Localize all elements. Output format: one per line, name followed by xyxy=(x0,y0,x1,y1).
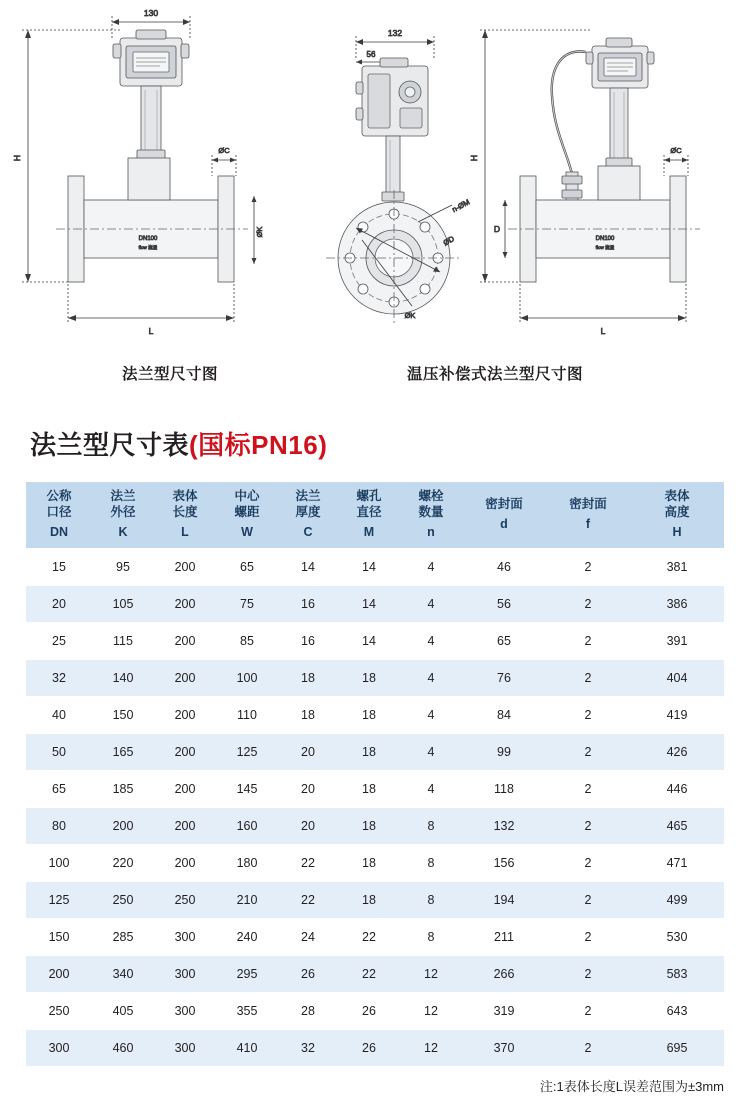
cell-f: 2 xyxy=(546,586,630,623)
col-header-d xyxy=(462,482,546,549)
cell-m: 18 xyxy=(338,660,400,697)
col-header-k-unit: K xyxy=(118,524,128,539)
cell-c: 28 xyxy=(278,993,338,1030)
cell-k: 340 xyxy=(92,956,154,993)
cell-d: 99 xyxy=(462,734,546,771)
col-header-dn-l1: 公称 xyxy=(46,488,72,503)
col-header-f xyxy=(546,482,630,549)
cell-n: 4 xyxy=(400,660,462,697)
cell-m: 18 xyxy=(338,734,400,771)
cell-l: 300 xyxy=(154,919,216,956)
cell-f: 2 xyxy=(546,882,630,919)
cell-d: 266 xyxy=(462,956,546,993)
col-header-w-l1: 中心 xyxy=(234,488,260,503)
cell-n: 4 xyxy=(400,771,462,808)
col-header-n-l2: 数量 xyxy=(418,505,444,520)
cell-n: 8 xyxy=(400,845,462,882)
cell-l: 200 xyxy=(154,845,216,882)
cell-d: 194 xyxy=(462,882,546,919)
col-header-m xyxy=(338,482,400,549)
col-header-c-l2: 厚度 xyxy=(295,505,321,520)
cell-d: 319 xyxy=(462,993,546,1030)
cell-k: 115 xyxy=(92,623,154,660)
cell-dn: 200 xyxy=(26,956,92,993)
cell-dn: 125 xyxy=(26,882,92,919)
cell-h: 404 xyxy=(630,660,724,697)
cell-w: 355 xyxy=(216,993,278,1030)
left-body-label: DN100 xyxy=(138,236,158,242)
cell-k: 460 xyxy=(92,1030,154,1067)
col-header-m-l1: 螺孔 xyxy=(356,488,382,503)
col-header-h xyxy=(630,482,724,549)
col-header-w xyxy=(216,482,278,549)
section-title-main: 法兰型尺寸表 xyxy=(30,430,190,460)
cell-h: 530 xyxy=(630,919,724,956)
cell-w: 145 xyxy=(216,771,278,808)
cell-dn: 250 xyxy=(26,993,92,1030)
col-header-d-unit: d xyxy=(500,516,508,531)
flange-dimension-table xyxy=(26,482,724,1066)
left-body-sub: flow 流量 xyxy=(138,245,158,250)
cell-f: 2 xyxy=(546,1030,630,1067)
cell-h: 386 xyxy=(630,586,724,623)
cell-l: 200 xyxy=(154,697,216,734)
col-header-h-l1: 表体 xyxy=(664,488,690,503)
cell-m: 18 xyxy=(338,771,400,808)
cell-l: 300 xyxy=(154,1030,216,1067)
cell-n: 4 xyxy=(400,734,462,771)
cell-n: 12 xyxy=(400,1030,462,1067)
cell-dn: 50 xyxy=(26,734,92,771)
cell-c: 20 xyxy=(278,808,338,845)
cell-f: 2 xyxy=(546,993,630,1030)
cell-dn: 20 xyxy=(26,586,92,623)
col-header-dn-unit: DN xyxy=(49,524,69,539)
table-row xyxy=(26,882,724,919)
cell-m: 18 xyxy=(338,808,400,845)
table-row xyxy=(26,660,724,697)
section-title xyxy=(30,425,327,462)
cell-w: 85 xyxy=(216,623,278,660)
right-dim-L: L xyxy=(600,326,606,336)
cell-f: 2 xyxy=(546,549,630,586)
cell-h: 381 xyxy=(630,549,724,586)
cell-k: 200 xyxy=(92,808,154,845)
cell-d: 156 xyxy=(462,845,546,882)
cell-dn: 25 xyxy=(26,623,92,660)
cell-f: 2 xyxy=(546,919,630,956)
cell-h: 426 xyxy=(630,734,724,771)
cell-n: 12 xyxy=(400,993,462,1030)
cell-l: 250 xyxy=(154,882,216,919)
cell-w: 75 xyxy=(216,586,278,623)
table-row xyxy=(26,549,724,586)
cell-k: 285 xyxy=(92,919,154,956)
col-header-f-unit: f xyxy=(585,516,591,531)
cell-h: 583 xyxy=(630,956,724,993)
cell-m: 18 xyxy=(338,882,400,919)
cell-d: 65 xyxy=(462,623,546,660)
cell-m: 22 xyxy=(338,956,400,993)
cell-f: 2 xyxy=(546,771,630,808)
cell-d: 211 xyxy=(462,919,546,956)
table-row xyxy=(26,919,724,956)
right-body-sub: flow 流量 xyxy=(595,245,615,250)
cell-l: 200 xyxy=(154,623,216,660)
cell-d: 132 xyxy=(462,808,546,845)
mid-dim-132: 132 xyxy=(387,28,403,38)
cell-dn: 80 xyxy=(26,808,92,845)
mid-dim-D: ØD xyxy=(441,234,456,248)
cell-w: 100 xyxy=(216,660,278,697)
right-body-label: DN100 xyxy=(595,236,615,242)
cell-dn: 150 xyxy=(26,919,92,956)
cell-d: 76 xyxy=(462,660,546,697)
cell-d: 84 xyxy=(462,697,546,734)
col-header-n xyxy=(400,482,462,549)
cell-k: 220 xyxy=(92,845,154,882)
cell-m: 14 xyxy=(338,549,400,586)
cell-m: 18 xyxy=(338,845,400,882)
cell-n: 8 xyxy=(400,808,462,845)
cell-n: 8 xyxy=(400,919,462,956)
cell-l: 200 xyxy=(154,808,216,845)
cell-h: 465 xyxy=(630,808,724,845)
cell-d: 370 xyxy=(462,1030,546,1067)
left-dim-K: ØK xyxy=(255,226,264,238)
cell-w: 210 xyxy=(216,882,278,919)
cell-d: 56 xyxy=(462,586,546,623)
caption-flange-dimension-drawing: 法兰型尺寸图 xyxy=(121,366,218,383)
cell-c: 24 xyxy=(278,919,338,956)
cell-k: 95 xyxy=(92,549,154,586)
cell-n: 4 xyxy=(400,697,462,734)
table-row xyxy=(26,993,724,1030)
mid-dim-nM: n-ØM xyxy=(450,197,472,215)
cell-c: 16 xyxy=(278,623,338,660)
cell-c: 20 xyxy=(278,771,338,808)
cell-f: 2 xyxy=(546,623,630,660)
table-row xyxy=(26,623,724,660)
col-header-dn xyxy=(26,482,92,549)
cell-n: 12 xyxy=(400,956,462,993)
cell-k: 250 xyxy=(92,882,154,919)
cell-c: 18 xyxy=(278,660,338,697)
cell-f: 2 xyxy=(546,697,630,734)
cell-c: 32 xyxy=(278,1030,338,1067)
cell-l: 300 xyxy=(154,993,216,1030)
cell-l: 200 xyxy=(154,549,216,586)
cell-h: 391 xyxy=(630,623,724,660)
cell-n: 4 xyxy=(400,623,462,660)
cell-w: 125 xyxy=(216,734,278,771)
left-dim-C: ØC xyxy=(218,146,230,155)
col-header-m-unit: M xyxy=(363,524,375,539)
cell-n: 4 xyxy=(400,586,462,623)
mid-dim-K: ØK xyxy=(404,311,416,320)
table-row xyxy=(26,697,724,734)
cell-k: 185 xyxy=(92,771,154,808)
col-header-f-l2: 密封面 xyxy=(569,497,607,511)
cell-f: 2 xyxy=(546,660,630,697)
table-row xyxy=(26,586,724,623)
dimension-drawings xyxy=(0,0,750,400)
cell-k: 150 xyxy=(92,697,154,734)
cell-c: 14 xyxy=(278,549,338,586)
cell-f: 2 xyxy=(546,845,630,882)
col-header-dn-l2: 口径 xyxy=(46,505,72,520)
cell-dn: 32 xyxy=(26,660,92,697)
caption-temp-pressure-compensated-drawing: 温压补偿式法兰型尺寸图 xyxy=(406,366,583,383)
cell-dn: 300 xyxy=(26,1030,92,1067)
col-header-k xyxy=(92,482,154,549)
cell-d: 46 xyxy=(462,549,546,586)
col-header-h-l2: 高度 xyxy=(664,505,690,520)
cell-k: 140 xyxy=(92,660,154,697)
cell-h: 643 xyxy=(630,993,724,1030)
right-dim-D: D xyxy=(493,224,501,234)
cell-h: 695 xyxy=(630,1030,724,1067)
cell-dn: 100 xyxy=(26,845,92,882)
right-dim-C: ØC xyxy=(670,146,682,155)
left-dim-H: H xyxy=(12,154,22,162)
cell-l: 300 xyxy=(154,956,216,993)
col-header-l-l2: 长度 xyxy=(172,505,198,520)
cell-c: 18 xyxy=(278,697,338,734)
cell-l: 200 xyxy=(154,734,216,771)
cell-w: 410 xyxy=(216,1030,278,1067)
table-row xyxy=(26,845,724,882)
cell-h: 499 xyxy=(630,882,724,919)
cell-h: 446 xyxy=(630,771,724,808)
mid-dim-56: 56 xyxy=(366,50,376,59)
cell-c: 20 xyxy=(278,734,338,771)
cell-w: 295 xyxy=(216,956,278,993)
cell-c: 26 xyxy=(278,956,338,993)
left-dim-L: L xyxy=(148,326,154,336)
cell-m: 22 xyxy=(338,919,400,956)
cell-k: 105 xyxy=(92,586,154,623)
table-footnote: 注:1表体长度L误差范围为±3mm xyxy=(539,1079,724,1094)
cell-c: 22 xyxy=(278,882,338,919)
col-header-n-l1: 螺栓 xyxy=(418,488,444,503)
cell-f: 2 xyxy=(546,808,630,845)
col-header-l-unit: L xyxy=(181,524,189,539)
col-header-w-l2: 螺距 xyxy=(234,505,260,520)
cell-dn: 40 xyxy=(26,697,92,734)
col-header-l-l1: 表体 xyxy=(172,488,198,503)
cell-m: 18 xyxy=(338,697,400,734)
cell-l: 200 xyxy=(154,586,216,623)
col-header-c-unit: C xyxy=(303,524,313,539)
col-header-d-l2: 密封面 xyxy=(485,497,523,511)
table-header-row xyxy=(26,482,724,549)
cell-f: 2 xyxy=(546,956,630,993)
cell-n: 8 xyxy=(400,882,462,919)
cell-h: 471 xyxy=(630,845,724,882)
drawings-area xyxy=(0,0,750,400)
col-header-l xyxy=(154,482,216,549)
col-header-k-l2: 外径 xyxy=(110,505,136,520)
cell-d: 118 xyxy=(462,771,546,808)
section-title-standard: (国标PN16) xyxy=(189,430,328,460)
cell-c: 22 xyxy=(278,845,338,882)
table-row xyxy=(26,956,724,993)
table-row xyxy=(26,734,724,771)
cell-n: 4 xyxy=(400,549,462,586)
col-header-w-unit: W xyxy=(241,524,253,539)
cell-w: 240 xyxy=(216,919,278,956)
cell-m: 14 xyxy=(338,623,400,660)
cell-w: 110 xyxy=(216,697,278,734)
col-header-c xyxy=(278,482,338,549)
right-dim-H: H xyxy=(469,154,479,162)
cell-dn: 65 xyxy=(26,771,92,808)
table-row xyxy=(26,1030,724,1067)
cell-m: 26 xyxy=(338,993,400,1030)
cell-k: 165 xyxy=(92,734,154,771)
cell-w: 180 xyxy=(216,845,278,882)
cell-m: 14 xyxy=(338,586,400,623)
cell-f: 2 xyxy=(546,734,630,771)
cell-k: 405 xyxy=(92,993,154,1030)
cell-h: 419 xyxy=(630,697,724,734)
cell-c: 16 xyxy=(278,586,338,623)
spec-table-wrapper xyxy=(26,482,724,1066)
col-header-h-unit: H xyxy=(672,524,682,539)
col-header-c-l1: 法兰 xyxy=(295,488,321,503)
table-row xyxy=(26,771,724,808)
cell-l: 200 xyxy=(154,660,216,697)
cell-dn: 15 xyxy=(26,549,92,586)
cell-l: 200 xyxy=(154,771,216,808)
col-header-m-l2: 直径 xyxy=(356,505,382,520)
cell-w: 65 xyxy=(216,549,278,586)
cell-m: 26 xyxy=(338,1030,400,1067)
col-header-n-unit: n xyxy=(427,524,435,539)
left-dim-130: 130 xyxy=(143,8,159,18)
col-header-k-l1: 法兰 xyxy=(110,488,136,503)
drawing-captions xyxy=(0,362,750,384)
table-row xyxy=(26,808,724,845)
cell-w: 160 xyxy=(216,808,278,845)
